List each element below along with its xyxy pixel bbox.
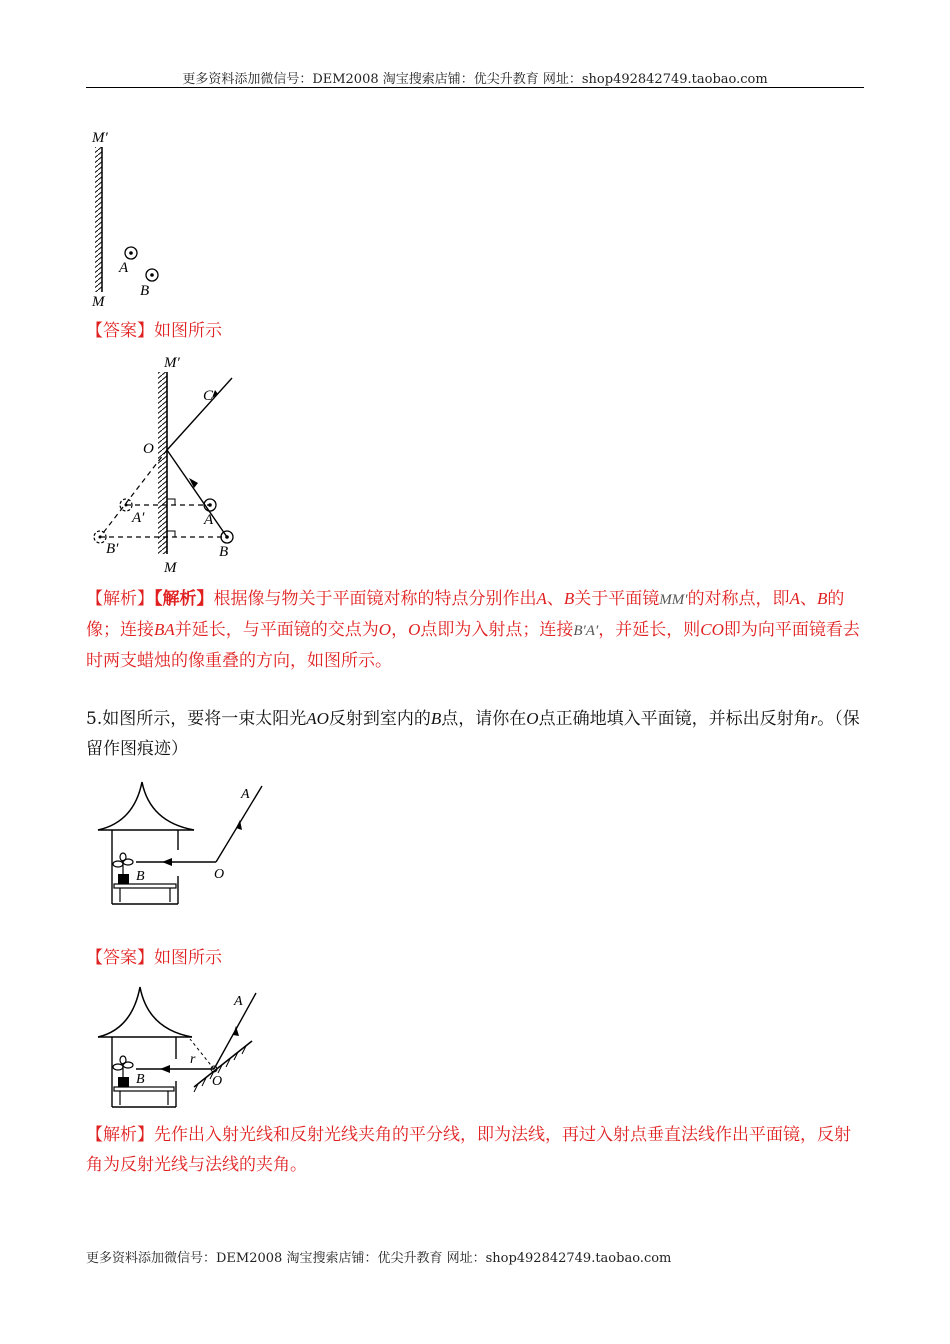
header-rule (86, 87, 864, 88)
answer-1-text: 如图所示 (154, 321, 222, 341)
plant-pot (118, 874, 129, 884)
answer-2 (86, 943, 864, 973)
figure-house-solution (94, 983, 274, 1113)
label-o: O (143, 441, 154, 457)
analysis-2 (86, 1120, 864, 1180)
answer-1 (86, 316, 864, 346)
label-a: A (119, 260, 129, 276)
analysis-1-tag-1: 【解析】 (86, 589, 154, 609)
page-header: 更多资料添加微信号：DEM2008 淘宝搜索店铺：优尖升教育 网址：shop492842749.taobao.com (182, 72, 768, 87)
analysis-1: 【解析】【解析】根据像与物关于平面镜对称的特点分别作出A、B关于平面镜MM′的对称点，即A、B的像；连接BA并延长，与平面镜的交点为O，O点即为入射点；连接B′A′，并延长，则CO即为向平面镜看去时两支蜡烛的像重叠的方向，如图所示。 (86, 589, 860, 671)
figure-mirror-solution (90, 350, 250, 575)
label-b-2: B (219, 544, 229, 560)
label-o-4: O (212, 1074, 223, 1089)
label-m-2: M (164, 560, 177, 575)
label-c: C (203, 388, 214, 404)
label-r: r (190, 1052, 196, 1067)
answer-2-bracket: 【答案】 (86, 948, 154, 968)
label-b-4: B (136, 1072, 145, 1087)
label-b-prime: B′ (106, 541, 119, 557)
figure-house-question (94, 778, 274, 910)
answer-1-bracket: 【答案】 (86, 321, 154, 341)
mirror-solution (158, 372, 167, 554)
label-o-3: O (214, 867, 225, 882)
analysis-2-tag: 【解析】 (86, 1125, 154, 1145)
label-a-prime: A′ (132, 510, 145, 526)
analysis-1-tag-2: 【解析】 (154, 589, 214, 609)
page-footer: 更多资料添加微信号：DEM2008 淘宝搜索店铺：优尖升教育 网址：shop492842749.taobao.com (86, 1251, 672, 1266)
figure-mirror-points (86, 125, 176, 310)
label-m: M (92, 294, 105, 310)
mm-symbol: MM′ (659, 592, 688, 608)
bpap-symbol: B′A′ (573, 623, 599, 639)
mirror-placed (194, 1041, 252, 1087)
label-a-4: A (234, 994, 243, 1009)
analysis-2-text: 先作出入射光线和反射光线夹角的平分线，即为法线，再过入射点垂直法线作出平面镜，反射角为反射光线与法线的夹角。 (86, 1125, 851, 1175)
label-a-2: A (204, 512, 214, 528)
label-b: B (140, 283, 150, 299)
question-5: 5.如图所示，要将一束太阳光AO反射到室内的B点，请你在O点正确地填入平面镜，并标出反射角r。（保留作图痕迹） (86, 709, 860, 759)
label-m-prime-2: M′ (164, 355, 180, 371)
label-a-3: A (241, 787, 250, 802)
label-b-3: B (136, 869, 145, 884)
label-m-prime: M′ (92, 130, 108, 146)
answer-2-text: 如图所示 (154, 948, 222, 968)
mirror-mm (95, 147, 102, 292)
